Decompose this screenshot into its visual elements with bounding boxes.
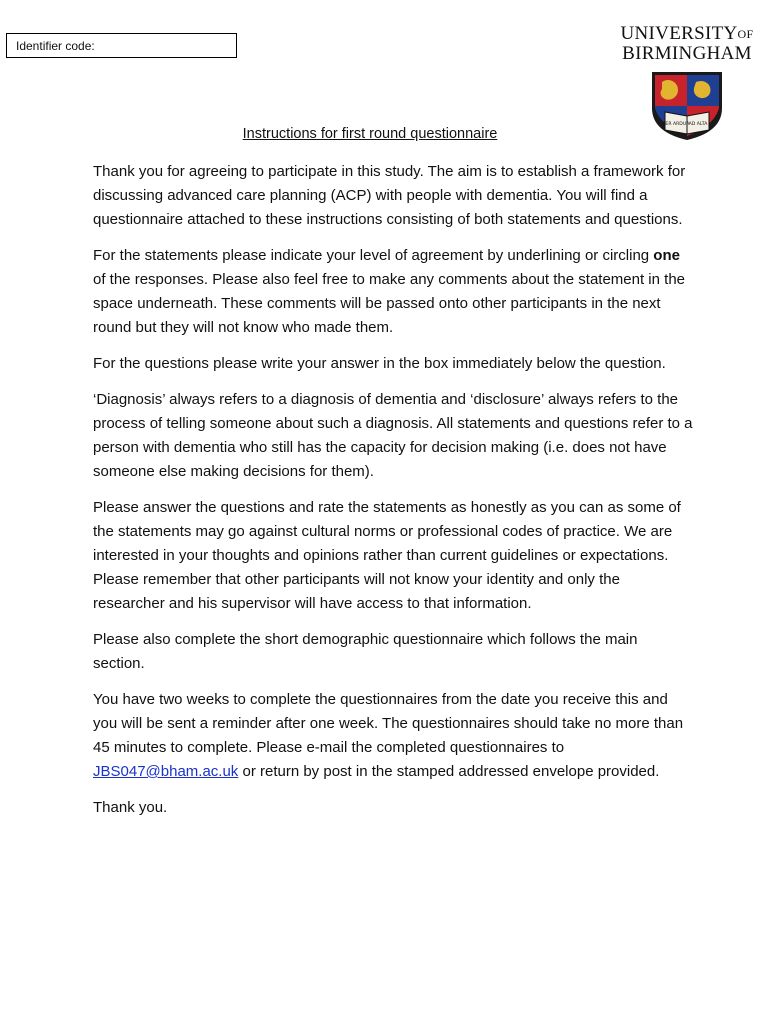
paragraph-honesty: Please answer the questions and rate the statements as honestly as you can as some of the statements may go against cultural norms or professional codes of practice. We are interested in your thoughts and opinions rather than current guidelines or expectations. Please remember that other participants will not know your identity and only the researcher and his supervisor will have access to that information. bbox=[93, 499, 681, 612]
university-logo bbox=[610, 24, 764, 142]
emphasis-one: one bbox=[653, 247, 680, 264]
paragraph-diagnosis: ‘Diagnosis’ always refers to a diagnosis of dementia and ‘disclosure’ always refers to the process of telling someone about such a diagnosis. All statements and questions refer to a person with dementia who still has the capacity for decision making (i.e. does not have someone else making decisions for them). bbox=[93, 391, 693, 480]
logo-wordmark: $UNIVERSITY^{OF}$ BIRMINGHAM bbox=[620, 23, 754, 64]
paragraph-thanks: Thank you. bbox=[93, 799, 168, 816]
document-title: Instructions for first round questionnaire bbox=[242, 126, 498, 142]
paragraph-demographic: Please also complete the short demographic questionnaire which follows the main section. bbox=[93, 631, 638, 672]
paragraph-intro: Thank you for agreeing to participate in this study. The aim is to establish a framework for discussing advanced care planning (ACP) with people with dementia. You will find a questionnaire attached to these instructions consisting of both statements and questions. bbox=[93, 163, 686, 228]
svg-text:PER ARDUA: PER ARDUA bbox=[662, 122, 690, 127]
email-link[interactable]: JBS047@bham.ac.uk bbox=[93, 763, 239, 780]
paragraph-questions: For the questions please write your answer in the box immediately below the question. bbox=[93, 355, 666, 372]
identifier-code-field[interactable] bbox=[6, 33, 237, 58]
document-body bbox=[93, 160, 693, 832]
svg-text:AD ALTA: AD ALTA bbox=[688, 122, 708, 127]
paragraph-deadline: You have two weeks to complete the questionnaires from the date you receive this and you will be sent a reminder after one week. The questionnaires should take no more than 45 minutes to complete. Please e-mail the completed questionnaires to JBS047@bham.ac.uk or return by post in the stamped addressed envelope provided. bbox=[93, 691, 684, 780]
identifier-code-label: Identifier code: bbox=[16, 39, 95, 53]
paragraph-statements: For the statements please indicate your level of agreement by underlining or circling one of the responses. Please also feel free to make any comments about the statement in the space underneath. These comments will be passed onto other participants in the next round but they will not know who made them. bbox=[93, 247, 686, 336]
